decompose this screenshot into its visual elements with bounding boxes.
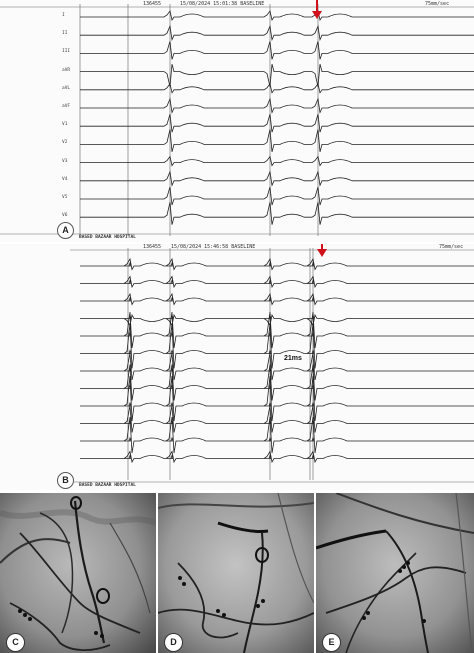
ecg-lead-trace	[80, 84, 474, 93]
ecg-lead-trace	[80, 312, 474, 348]
panel-label-d: D	[164, 633, 183, 652]
fluoroscopy-image-c	[0, 493, 156, 653]
lead-label: III	[62, 49, 71, 55]
lead-label: V5	[62, 195, 68, 200]
lead-label: V3	[62, 158, 68, 164]
ecg-lead-trace	[80, 99, 474, 113]
header-speed-a: 75mm/sec	[425, 1, 450, 7]
ecg-lead-trace	[80, 114, 474, 132]
ecg-lead-trace	[80, 259, 474, 270]
header-datetime-a: 15/08/2024 15:01:38 BASELINE	[180, 1, 265, 7]
lead-label: II	[62, 31, 68, 37]
footer-hospital-a: BASED BAZAAR HOSPITAL	[79, 235, 136, 240]
panel-label-a: A	[57, 222, 74, 239]
lead-label: V6	[62, 213, 68, 219]
fluoroscopy-image-e	[316, 493, 474, 653]
ecg-lead-trace	[80, 417, 474, 453]
ecg-lead-trace	[80, 64, 474, 87]
interval-annotation: 21ms	[284, 355, 302, 362]
ecg-lead-trace	[80, 202, 474, 225]
header-record-id-a: 136455	[143, 1, 162, 7]
ecg-lead-trace	[80, 324, 474, 369]
ecg-lead-trace	[80, 452, 474, 463]
lead-label: aVL	[62, 85, 71, 91]
ecg-lead-trace	[80, 294, 474, 305]
ecg-panel-a	[0, 0, 474, 242]
red-arrow-icon	[317, 244, 327, 257]
fluoroscopy-image-d	[158, 493, 314, 653]
panel-label-c: C	[6, 633, 25, 652]
ecg-panel-b	[0, 244, 474, 490]
ecg-lead-trace	[80, 376, 474, 421]
ecg-lead-trace	[80, 187, 474, 205]
ecg-lead-trace	[80, 277, 474, 288]
lead-label: aVF	[62, 104, 71, 109]
panel-label-b: B	[57, 472, 74, 489]
ecg-lead-trace	[80, 11, 474, 20]
lead-label: V4	[62, 176, 68, 182]
ecg-lead-trace	[80, 172, 474, 186]
lead-label: V2	[62, 140, 68, 146]
lead-label: aVR	[62, 67, 71, 73]
ecg-traces-a	[0, 0, 474, 242]
ecg-lead-trace	[80, 26, 474, 40]
ecg-lead-trace	[80, 129, 474, 152]
header-record-id-b: 136455	[143, 244, 162, 250]
lead-label: I	[62, 13, 65, 18]
ecg-lead-trace	[80, 157, 474, 166]
ecg-lead-trace	[80, 406, 474, 433]
footer-hospital-b: BASED BAZAAR HOSPITAL	[79, 483, 136, 488]
ecg-lead-trace	[80, 353, 474, 380]
ecg-traces-b	[0, 244, 474, 490]
header-datetime-b: 15/08/2024 15:46:58 BASELINE	[171, 244, 256, 250]
ecg-lead-trace	[80, 41, 474, 59]
header-speed-b: 75mm/sec	[439, 244, 464, 250]
panel-label-e: E	[322, 633, 341, 652]
ecg-lead-trace	[80, 365, 474, 401]
lead-label: V1	[62, 122, 68, 128]
ecg-lead-trace	[80, 315, 474, 326]
